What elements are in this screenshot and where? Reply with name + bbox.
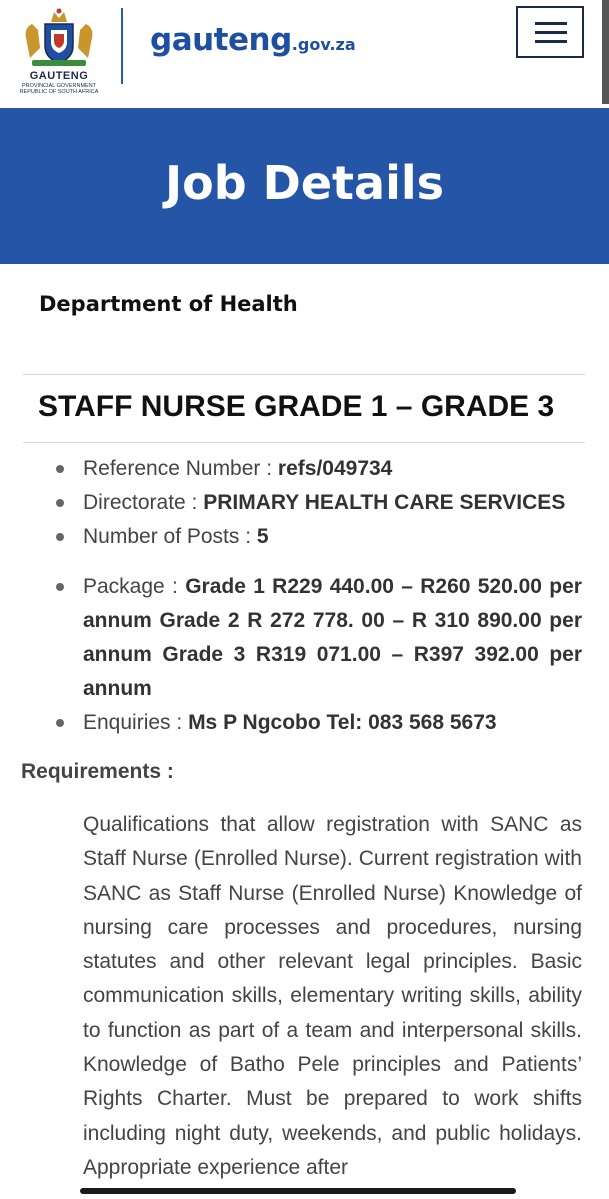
- crest-sub-line-2: REPUBLIC OF SOUTH AFRICA: [19, 89, 99, 95]
- crest-name: GAUTENG: [29, 70, 89, 82]
- crest-subtitle: [18, 83, 100, 95]
- list-item-reference: [0, 452, 609, 486]
- logo-main-text: gauteng: [150, 22, 292, 58]
- reference-value: refs/049734: [277, 457, 393, 480]
- gauteng-gov-logo[interactable]: [150, 22, 356, 58]
- list-item-package: [0, 570, 609, 706]
- directorate-value: PRIMARY HEALTH CARE SERVICES: [203, 491, 566, 514]
- hamburger-menu-icon: [535, 31, 567, 34]
- directorate-label: Directorate :: [83, 491, 204, 514]
- hamburger-menu-button[interactable]: [516, 6, 584, 58]
- crest-sub-line-1: PROVINCIAL GOVERNMENT: [21, 83, 97, 89]
- list-item-directorate: [0, 486, 609, 520]
- page-scrollbar-edge[interactable]: [602, 0, 609, 104]
- requirements-body: Qualifications that allow registration with SANC as Staff Nurse (Enrolled Nurse). Current registration with SANC as Staff Nurse (Enrolled Nurse) Knowledge of nursing care processes and procedures, nursing statutes and other relevant legal principles. Basic communication skills, elementary writing skills, ability to function as part of a team and interpersonal skills. Knowledge of Batho Pele principles and Patients’ Rights Charter. Must be prepared to work shifts including night duty, weekends, and public holidays. Appropriate experience after: [83, 813, 582, 1179]
- hamburger-menu-icon: [535, 40, 567, 43]
- package-label: Package :: [83, 575, 186, 598]
- requirements-heading: Requirements :: [21, 760, 174, 783]
- posts-value: 5: [256, 525, 269, 548]
- department-name: Department of Health: [39, 292, 298, 316]
- logo-suffix-text: .gov.za: [291, 35, 356, 54]
- list-item-enquiries: [0, 706, 609, 740]
- package-value: Grade 1 R229 440.00 – R260 520.00 per annum Grade 2 R 272 778. 00 – R 310 890.00 per annum Grade 3 R319 071.00 – R397 392.00 per annum: [83, 575, 582, 700]
- posts-label: Number of Posts :: [83, 525, 257, 548]
- coat-of-arms-icon: [18, 8, 100, 70]
- header-divider: [121, 8, 123, 84]
- enquiries-value: Ms P Ngcobo Tel: 083 568 5673: [188, 711, 497, 734]
- list-item-posts: [0, 520, 609, 554]
- site-header: [0, 0, 609, 108]
- horizontal-scrollbar[interactable]: [80, 1188, 516, 1194]
- job-title: STAFF NURSE GRADE 1 – GRADE 3: [38, 390, 555, 423]
- reference-label: Reference Number :: [83, 457, 278, 480]
- divider: [23, 442, 585, 443]
- divider: [23, 374, 585, 375]
- gauteng-crest-logo[interactable]: [18, 8, 100, 94]
- enquiries-label: Enquiries :: [83, 711, 189, 734]
- job-details-list: [0, 452, 609, 740]
- page-title: Job Details: [165, 156, 444, 210]
- page-banner: [0, 108, 609, 264]
- hamburger-menu-icon: [535, 22, 567, 25]
